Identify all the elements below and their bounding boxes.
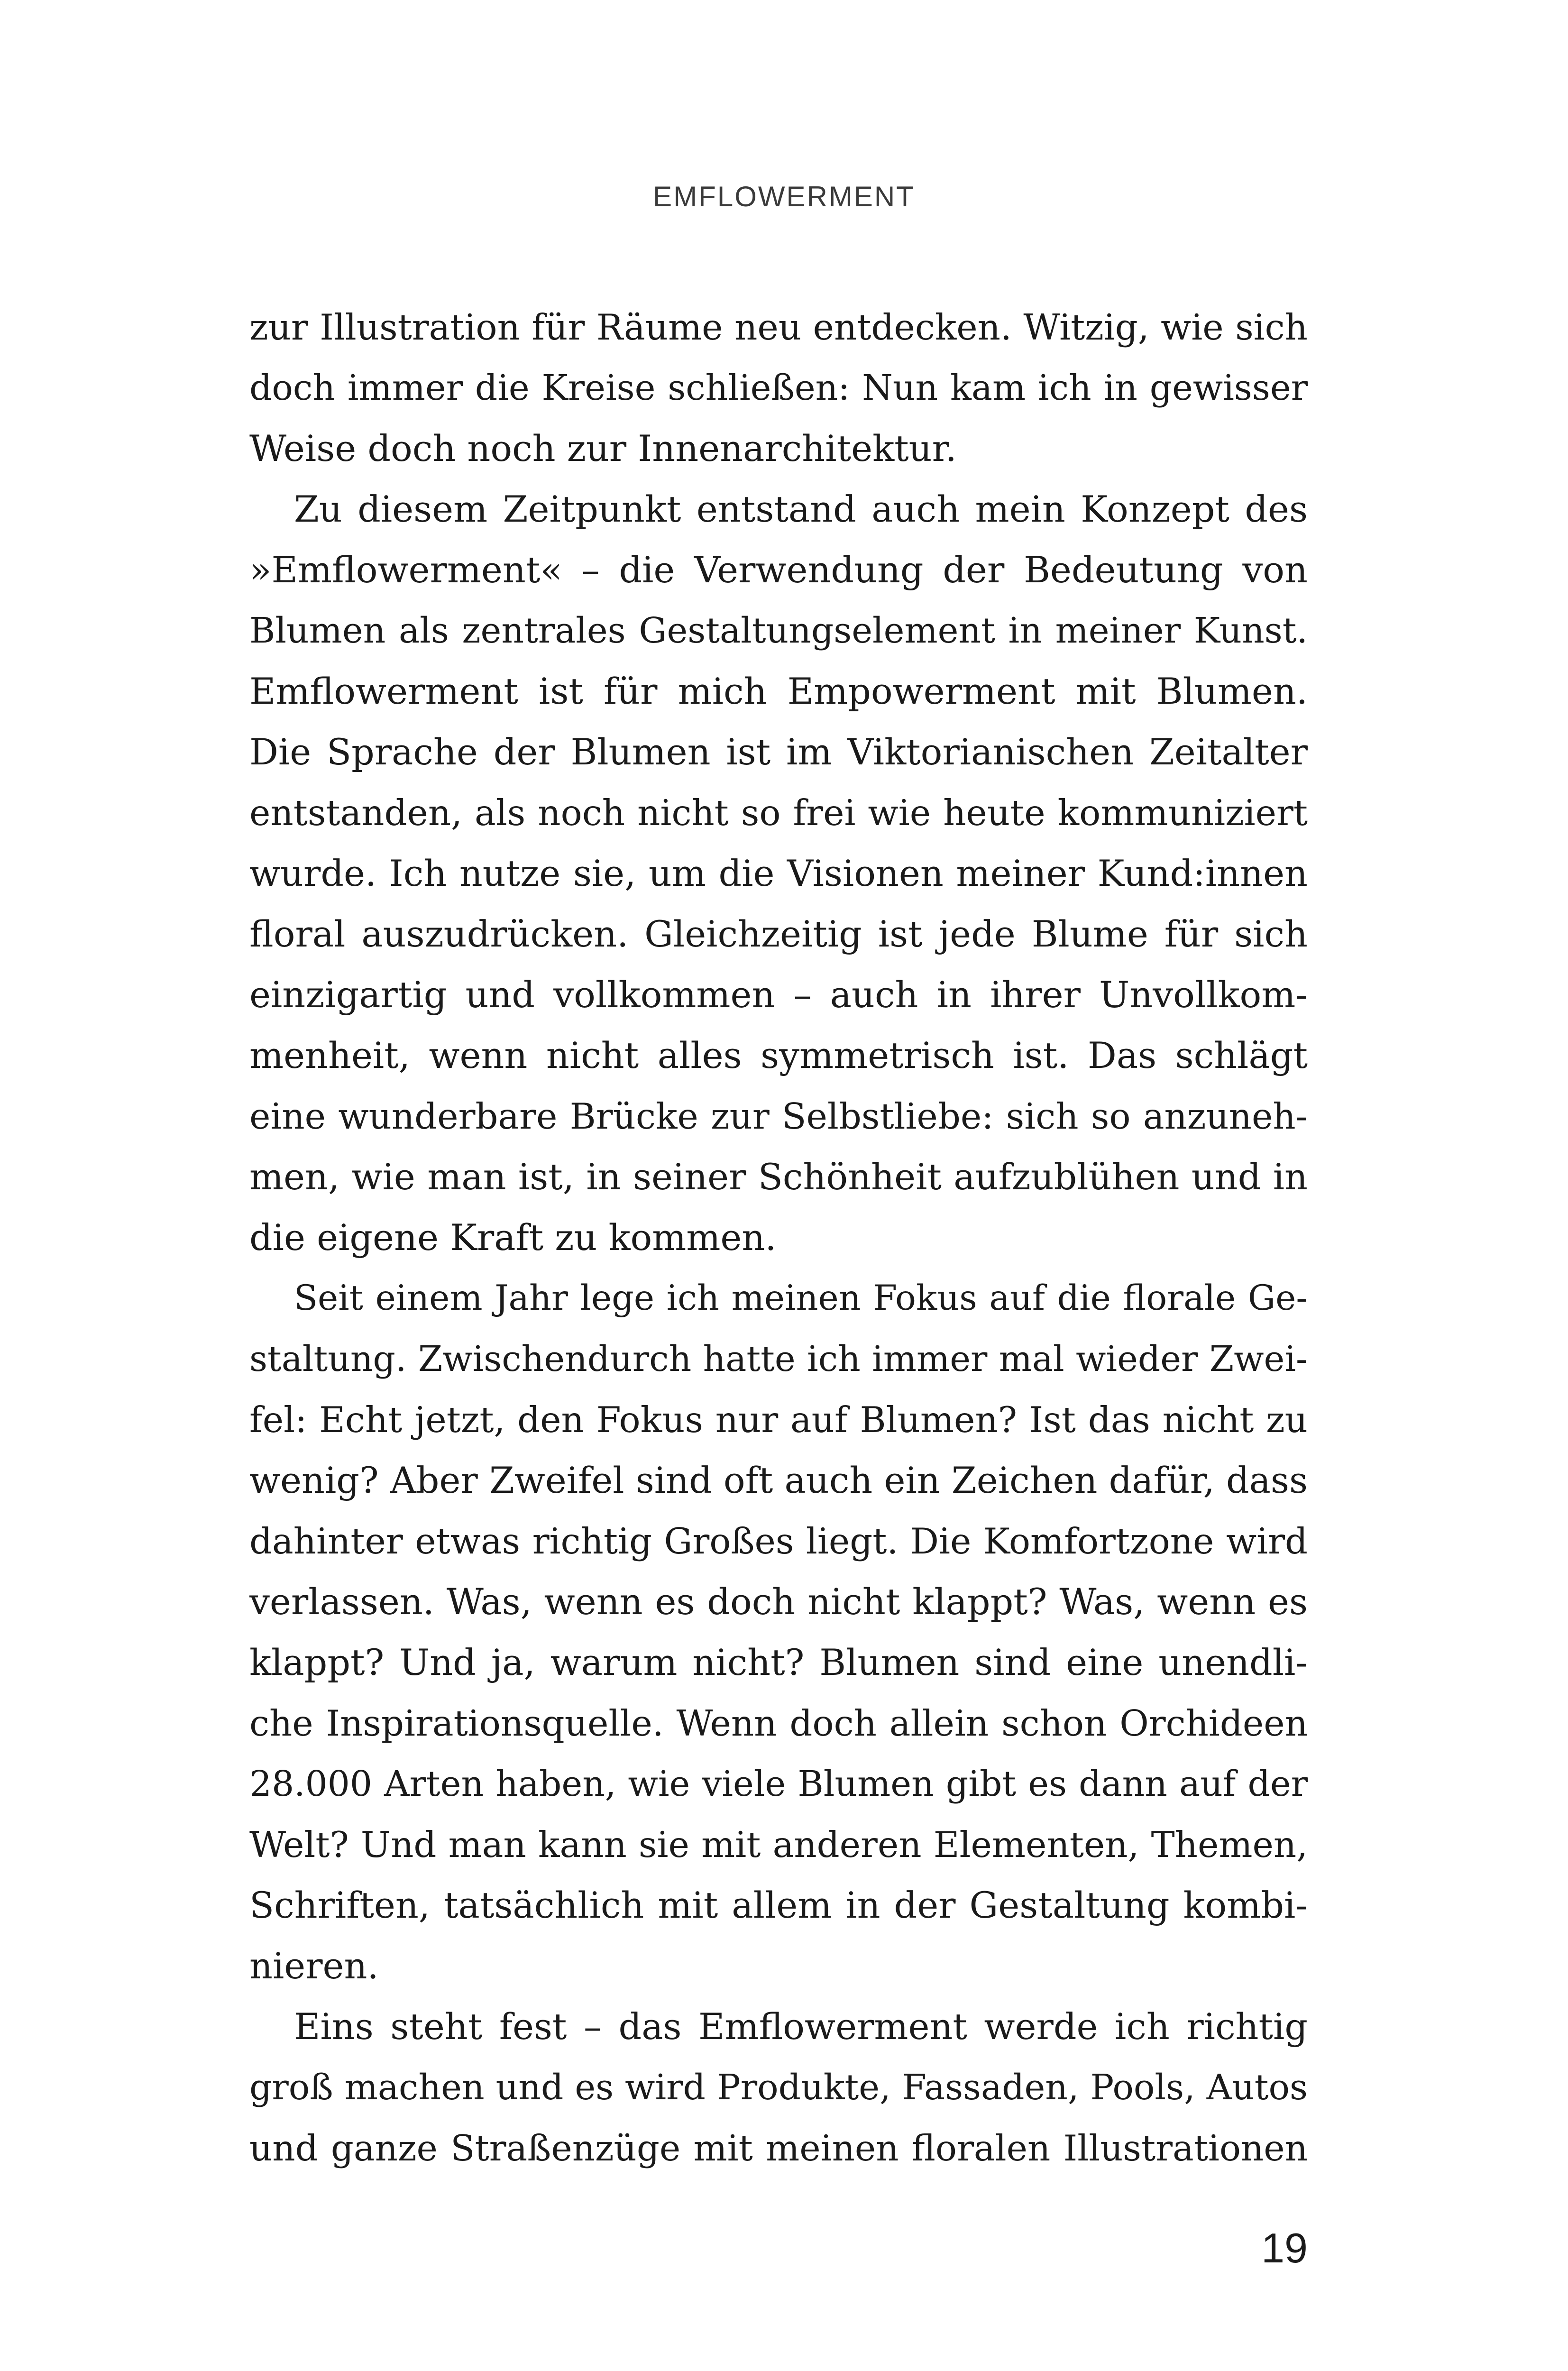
text-line: eine wunderbare Brücke zur Selbstliebe: sich so anzuneh- bbox=[249, 1095, 1308, 1137]
text-line: doch immer die Kreise schließen: Nun kam ich in gewisser bbox=[249, 368, 1308, 408]
text-line: Eins steht fest – das Emflowerment werde ich richtig bbox=[294, 2005, 1308, 2048]
text-line: Weise doch noch zur Innenarchitektur. bbox=[249, 427, 957, 469]
text-line: Welt? Und man kann sie mit anderen Elementen, Themen, bbox=[249, 1824, 1308, 1866]
text-line: zur Illustration für Räume neu entdecken. Witzig, wie sich bbox=[249, 306, 1308, 348]
text-line: Die Sprache der Blumen ist im Viktorianischen Zeitalter bbox=[249, 731, 1308, 773]
text-line: Seit einem Jahr lege ich meinen Fokus auf die florale Ge- bbox=[294, 1278, 1308, 1318]
text-line: »Emflowerment« – die Verwendung der Bedeutung von bbox=[249, 549, 1308, 591]
body-text bbox=[249, 297, 1308, 2178]
text-line: staltung. Zwischendurch hatte ich immer mal wieder Zwei- bbox=[249, 1339, 1308, 1379]
text-line: klappt? Und ja, warum nicht? Blumen sind eine unendli- bbox=[249, 1641, 1308, 1683]
text-line: einzigartig und vollkommen – auch in ihrer Unvollkom- bbox=[249, 974, 1308, 1016]
text-line: Zu diesem Zeitpunkt entstand auch mein Konzept des bbox=[294, 488, 1308, 530]
text-line: nieren. bbox=[249, 1945, 379, 1987]
text-line: floral auszudrücken. Gleichzeitig ist jede Blume für sich bbox=[249, 913, 1308, 955]
text-line: verlassen. Was, wenn es doch nicht klappt? Was, wenn es bbox=[249, 1581, 1308, 1623]
text-line: wenig? Aber Zweifel sind oft auch ein Zeichen dafür, dass bbox=[249, 1459, 1308, 1501]
text-line: Emflowerment ist für mich Empowerment mit Blumen. bbox=[249, 670, 1308, 712]
text-line: 28.000 Arten haben, wie viele Blumen gibt es dann auf der bbox=[249, 1764, 1308, 1804]
text-line: entstanden, als noch nicht so frei wie heute kommuniziert bbox=[249, 792, 1308, 834]
text-line: Schriften, tatsächlich mit allem in der Gestaltung kombi- bbox=[249, 1884, 1308, 1926]
text-line: fel: Echt jetzt, den Fokus nur auf Blumen? Ist das nicht zu bbox=[249, 1399, 1308, 1441]
text-line: Blumen als zentrales Gestaltungselement in meiner Kunst. bbox=[249, 610, 1308, 651]
text-line: menheit, wenn nicht alles symmetrisch ist. Das schlägt bbox=[249, 1034, 1308, 1076]
text-line: und ganze Straßenzüge mit meinen floralen Illustrationen bbox=[249, 2127, 1308, 2169]
text-line: che Inspirationsquelle. Wenn doch allein schon Orchideen bbox=[249, 1702, 1308, 1744]
running-head: EMFLOWERMENT bbox=[653, 181, 915, 212]
text-line: men, wie man ist, in seiner Schönheit aufzublühen und in bbox=[249, 1156, 1308, 1198]
text-line: groß machen und es wird Produkte, Fassaden, Pools, Autos bbox=[249, 2067, 1308, 2108]
text-line: dahinter etwas richtig Großes liegt. Die Komfortzone wird bbox=[249, 1520, 1308, 1562]
page-number: 19 bbox=[1261, 2224, 1308, 2271]
text-line: wurde. Ich nutze sie, um die Visionen meiner Kund:innen bbox=[249, 852, 1308, 894]
text-line: die eigene Kraft zu kommen. bbox=[249, 1216, 777, 1259]
